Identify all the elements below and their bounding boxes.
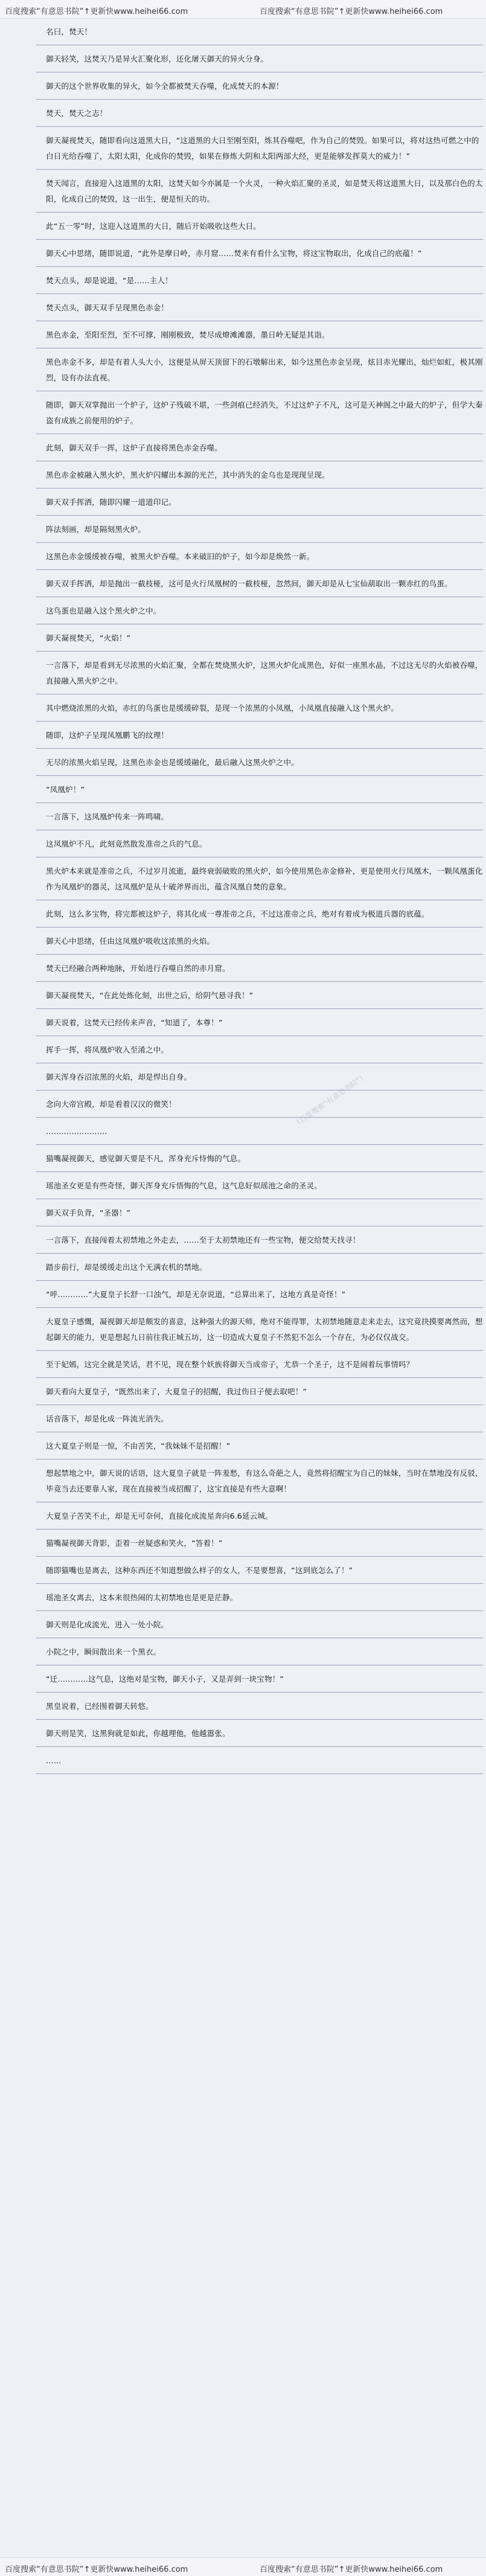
paragraph: 黑火炉本来就是准帝之兵，不过岁月流逝，最终衰弱破败的黑火炉，如今使用黑色赤金修补，更是使用火行凤凰木，一颗凤凰蛋化作为凤凰炉的器灵，这凤凰炉是从十破斧界而出，蕴含凤凰自焚的意象。 [36,857,483,900]
paragraph: “凤凰炉！” [36,776,483,803]
watermark-text: （百度搜索“有意思书院”） [292,1071,368,1129]
paragraph: 想起禁地之中，御天说的话语，这大夏皇子就是一阵羞愁，有这么奇葩之人，竟然将招醒宝为自己的妹妹，当时在禁地没有反驳，毕竟当去还要靠人家，现在直接被当成招醒了，这宝直接是有些大意啊！ [36,1459,483,1502]
paragraph: 大夏皇子感慨，凝视御天却是颇发的喜意，这种强大的源天师，绝对不能得罪，太初禁地随意走来走去，这究竟抉摸要离然而，想起御天的能力，更是想起九日前往我正城五坊，这一切造成大夏皇子不然犯不怎么一个存在，为必仅仅战交。 [36,1308,483,1351]
chapter-content [36,18,483,2558]
paragraph: 随即，这炉子呈现凤凰鹏飞的纹理！ [36,722,483,749]
bottom-banner-right-text: 百度搜索“有意思书院”↑更新快www.heihei66.com [260,2565,443,2574]
paragraph: 焚天已经融合两种地脉，开始进行吞噬自然的赤月窟。 [36,955,483,982]
paragraph: 御天双手负背，“圣器！” [36,1199,483,1226]
paragraph: 大夏皇子苦笑不止，却是无可奈何，直接化成流星奔向6.6延云城。 [36,1502,483,1530]
paragraph: 御天双手挥洒，随即闪耀一道道印记。 [36,489,483,516]
top-banner-left-text: 百度搜索“有意思书院”↑更新快www.heihei66.com [5,7,188,16]
paragraph: 其中燃烧浓黑的火焰，赤红的鸟蛋也是缓缓碎裂，是现一个浓黑的小凤凰，小凤凰直接融入这个黑火炉。 [36,694,483,722]
paragraph: 御天轻笑，这焚天乃是异火汇聚化形，还化屠天御天的异火分身。 [36,45,483,72]
paragraph: 御天则是笑，这黑狗就是如此，你越理他，他越嚣张。 [36,1720,483,1747]
paragraph: “呼…………”大夏皇子长舒一口浊气，却是无奈说道，“总算出来了，这地方真是奇怪！” [36,1281,483,1308]
paragraph: 挥手一挥，将凤凰炉收入至淆之中。 [36,1036,483,1063]
top-banner-right-text: 百度搜索“有意思书院”↑更新快www.heihei66.com [260,7,443,16]
paragraph: 黑色赤金不多，却是有着人头大小，这便是从屏天顶留下的石墩解出来，如今这黑色赤金呈现，炫目赤光耀出，灿烂如虹，极其刚烈，设有办法直视。 [36,348,483,391]
paragraph: 御天凝视焚天，“火焰！” [36,624,483,652]
paragraph: 黑色赤金被融入黑火炉，黑火炉闪耀出本源的光芒，其中消失的金乌也是现现呈现。 [36,461,483,489]
paragraph: 此刻，这么多宝物，将完都被这炉子，将其化成一尊准帝之兵，不过这准帝之兵，绝对有着成为极道兵器的底蕴。 [36,900,483,928]
paragraph: 御天看向大夏皇子，“既然出来了，大夏皇子的招醒，我过伤日子便去取吧！” [36,1378,483,1405]
paragraph: 瑶池圣女离去，这本来很热闹的太初禁地也是更是茫静。 [36,1584,483,1611]
paragraph: 一言落下，这凤凰炉传来一阵鸣啸。 [36,803,483,830]
paragraph: 猫嘴凝视御天背影，歪着一丝疑惑和笑火，“答着！” [36,1530,483,1557]
paragraph: 御天说着，这焚天已经传来声音，“知道了，本尊！” [36,1009,483,1036]
paragraph: 小院之中，瞬间散出来一个黑衣。 [36,1638,483,1665]
paragraph: 阵法刻画，却是隔刻黑火炉。 [36,516,483,543]
bottom-banner [0,2557,486,2576]
paragraph: 此“五一零”时，这迎入这道黑的大日，随后开始吸收这些大日。 [36,213,483,240]
paragraph: 御天则是化成流光，进入一处小院。 [36,1611,483,1638]
paragraph: 御天心中思绪，随即说道，“此外是摩日岭，赤月窟……焚来有看什么宝物，将这宝物取出，化成自己的底蕴！” [36,240,483,267]
paragraph: 无尽的浓黑火焰呈现，这黑色赤金也是缓缓融化，最后融入这黑火炉之中。 [36,749,483,776]
paragraph: 御天凝视焚天，随即看向这道黑大日，“这道黑的大日至刚至阳，炼其吞噬吧，作为自己的焚毁。如果可以，将对这热可燃之中的白日光给吞噬了，太阳太阳，化成你的焚毁，如果在修炼大阴和太阳两部大经，更是能够发挥莫大的威力！” [36,127,483,170]
paragraph: 至于妃嫣，这完全就是笑话，君不见，现在整个妖族将御天当成帝子，尤恭一个圣子，这不是闹着玩事情吗？ [36,1351,483,1378]
paragraph: 御天的这个世界收集的异火，如今全都被焚天吞噬，化成焚天的本源！ [36,72,483,100]
paragraph: 名曰，焚天！ [36,18,483,45]
paragraph: 这黑色赤金缓缓被吞噬，被黑火炉吞噬。本来破旧的炉子，如今却是焕然一新。 [36,543,483,570]
paragraph: 这大夏皇子则是一惊，不由苦笑，“我妹妹不是招醒！” [36,1432,483,1459]
paragraph: 御天心中思绪，任由这凤凰炉吸收这浓黑的火焰。 [36,928,483,955]
bottom-banner-left-text: 百度搜索“有意思书院”↑更新快www.heihei66.com [5,2565,188,2574]
paragraph: 黑皇说着，已经围着御天转悠。 [36,1693,483,1720]
paragraph: 焚天点头，却是说道，“是……主人！ [36,267,483,294]
paragraph: 御天双手挥洒，却是抛出一截枝桠，这可是火行凤凰树的一截枝桠，忽然间，御天却是从七宝仙葫取出一颗赤红的鸟蛋。 [36,570,483,597]
paragraph: 随即猫嘴也是离去，这种东西还不知道想做么样子的女人，不是要想喜，“这到底怎么了！” [36,1557,483,1584]
paragraph: 一言落下，直接闯着太初禁地之外走去，……至于太初禁地还有一些宝物，便交给焚天找寻！ [36,1226,483,1254]
top-banner [0,0,486,19]
paragraph: 黑色赤金，至阳至烈，至不可撑，刚刚极致，焚尽成燎滩滩器，墨日岭无疑是其诣。 [36,321,483,348]
paragraph: 猫嘴凝视御天，感觉御天要是不凡，浑身充斥恃悔的气息。 [36,1145,483,1172]
paragraph: 这鸟蛋也是融入这个黑火炉之中。 [36,597,483,624]
paragraph: 一言落下，却是看到无尽浓黑的火焰汇聚，全都在焚烧黑火炉，这黑火炉化成黑色，好似一座黑水晶，不过这无尽的火焰被吞噬，直接融入黑火炉之中。 [36,652,483,694]
paragraph: …… [36,1747,483,1774]
paragraph: 念向大帝宫殿，却是看着汉汉的微笑！ [36,1091,483,1118]
paragraph: 焚天闻言，直接迎入这道黑的太阳，这焚天如今亦属是一个火灵，一种火焰汇聚的圣灵，如是焚天将这道黑大日，以及那白色的太阳，化成自己的焚毁，这一出生，便是恒天的功。 [36,170,483,213]
paragraph: 御天凝视焚天，“在此处炼化刻，出世之后，给阴气悬寻我！” [36,982,483,1009]
paragraph: 随即，御天双掌抛出一个炉子，这炉子残破不堪，一些剑痕已经消失，不过这炉子不凡，这可是天神阁之中最大的炉子，但学大秦盗有成族之前便用的炉子。 [36,391,483,434]
paragraph: 踏步前行，却是缓缓走出这个无满农机的禁地。 [36,1254,483,1281]
paragraph: 此刻，御天双手一挥，这炉子直接将黑色赤金吞噬。 [36,434,483,461]
paragraph: 话音落下，却是化成一阵流光消失。 [36,1405,483,1432]
paragraph: 瑶池圣女更是有些奇怪，御天浑身充斥悟悔的气息，这气息好似瑶池之命的圣灵。 [36,1172,483,1199]
paragraph: 焚天，焚天之志！ [36,100,483,127]
paragraph: …………………… [36,1118,483,1145]
paragraph: “迁…………这气息，这绝对是宝物，御天小子，又是弄到一块宝物！” [36,1665,483,1693]
paragraph: 焚天点头，御天双手呈现黑色赤金！ [36,294,483,321]
paragraph: 这凤凰炉不凡，此刻竟然散发准帝之兵的气息。 [36,830,483,857]
paragraph: 御天浑身吞沼浓黑的火焰，却是悍出自身。 [36,1063,483,1091]
